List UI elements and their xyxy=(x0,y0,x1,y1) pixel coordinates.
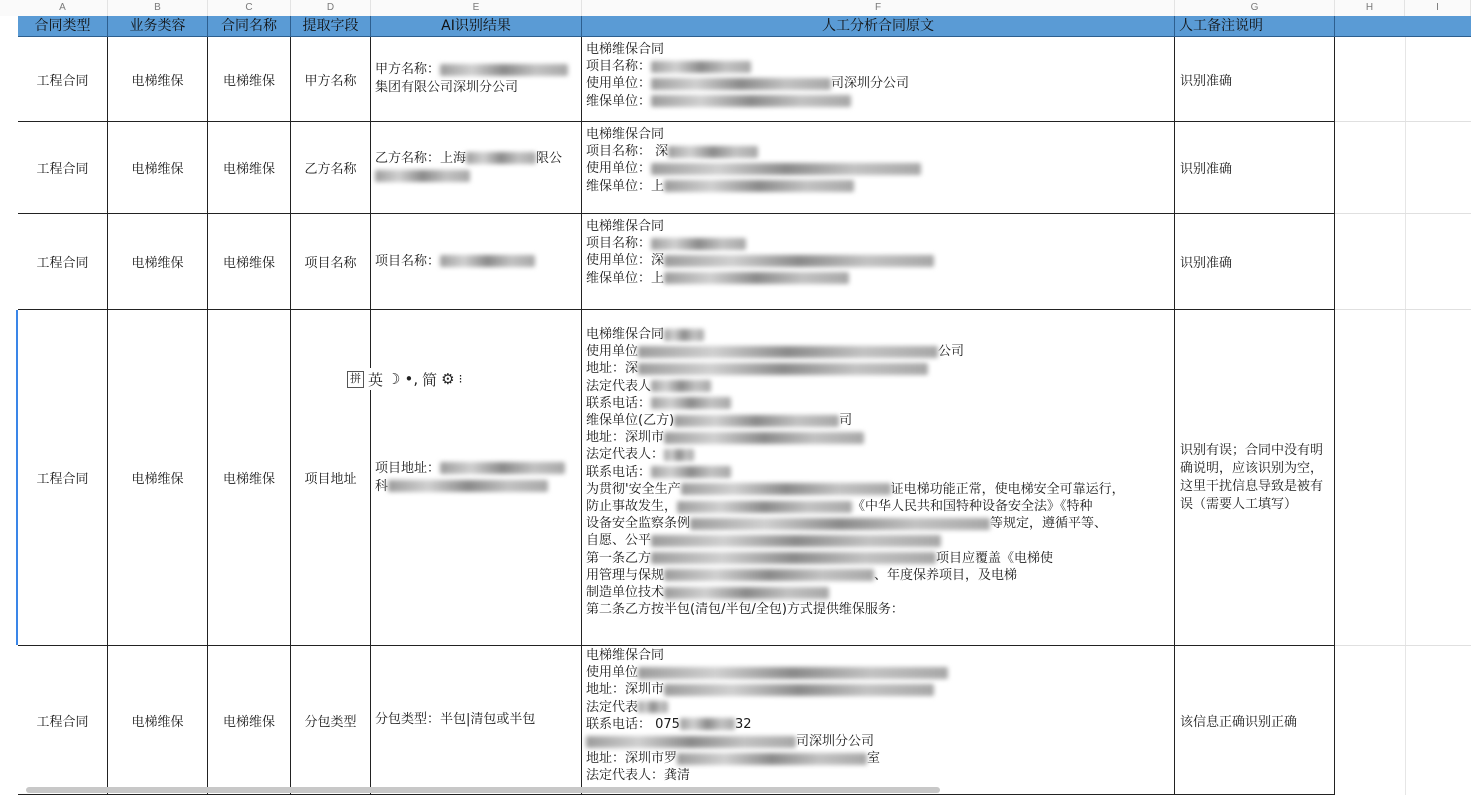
redacted-text xyxy=(690,518,990,530)
column-letter-h[interactable]: H xyxy=(1335,0,1405,16)
original-line: 地址：深 xyxy=(586,361,639,377)
original-line: 项目名称： 深 xyxy=(586,144,669,160)
cell-contract-name[interactable]: 电梯维保 xyxy=(208,214,291,310)
selected-row-indicator xyxy=(16,310,18,645)
cell-note[interactable]: 识别准确 xyxy=(1175,37,1335,122)
original-line: 维保单位(乙方) xyxy=(586,413,675,429)
cell-contract-name[interactable]: 电梯维保 xyxy=(208,122,291,214)
redacted-text xyxy=(651,397,731,409)
header-cell-original-text[interactable]: 人工分析合同原文 xyxy=(582,16,1175,37)
cell-contract-type[interactable]: 工程合同 xyxy=(18,214,108,310)
ai-result-text: 项目地址： xyxy=(375,460,441,476)
redacted-text xyxy=(664,255,934,267)
original-line: 电梯维保合同 xyxy=(586,648,665,663)
horizontal-scrollbar[interactable] xyxy=(26,787,940,793)
original-line: 自愿、公平 xyxy=(586,533,652,549)
header-cell-business[interactable]: 业务类容 xyxy=(108,16,208,37)
column-header-strip xyxy=(0,0,1471,16)
original-line: 使用单位：深 xyxy=(586,253,665,269)
cell-business[interactable]: 电梯维保 xyxy=(108,122,208,214)
ai-result-text: 项目名称： xyxy=(375,253,441,269)
redacted-text xyxy=(674,415,839,427)
redacted-text xyxy=(651,466,731,478)
cell-contract-type[interactable]: 工程合同 xyxy=(18,310,108,646)
column-letter-d[interactable]: D xyxy=(291,0,371,16)
cell-ai-result[interactable]: 分包类型：半包|清包或半包 xyxy=(371,646,582,795)
original-line: 法定代表人 xyxy=(586,378,652,394)
original-line: 电梯维保合同 xyxy=(586,327,665,342)
original-line: 地址：深圳市 xyxy=(586,430,665,446)
redacted-text xyxy=(651,535,941,547)
original-line: 电梯维保合同 xyxy=(586,42,665,57)
original-line: 维保单位：上 xyxy=(586,178,665,194)
redacted-text xyxy=(638,701,668,713)
redacted-text xyxy=(664,684,934,696)
redacted-text xyxy=(664,432,864,444)
cell-business[interactable]: 电梯维保 xyxy=(108,214,208,310)
original-line-tail: 、年度保养项目，及电梯 xyxy=(874,567,1018,583)
redacted-text xyxy=(466,152,536,164)
column-letter-c[interactable]: C xyxy=(208,0,291,16)
redacted-text xyxy=(664,329,704,341)
cell-note[interactable]: 该信息正确识别正确 xyxy=(1175,646,1335,795)
original-line-tail: 公司 xyxy=(938,344,965,360)
original-line: 制造单位技术 xyxy=(586,585,665,601)
redacted-text xyxy=(664,272,849,284)
original-line-tail: 室 xyxy=(867,751,881,767)
cell-original-text[interactable] xyxy=(582,122,1175,214)
grid-line xyxy=(1334,121,1471,122)
ai-result-text: 科 xyxy=(375,478,389,494)
original-line: 第一条乙方 xyxy=(586,550,652,566)
ai-result-text: 甲方名称： xyxy=(375,62,441,77)
ime-simplified-toggle[interactable]: 简 xyxy=(422,370,438,389)
cell-ai-result[interactable] xyxy=(371,37,582,122)
cell-contract-name[interactable]: 电梯维保 xyxy=(208,310,291,646)
redacted-text xyxy=(586,736,796,748)
column-letter-a[interactable]: A xyxy=(18,0,108,16)
original-line: 使用单位 xyxy=(586,665,639,681)
original-line-tail: 32 xyxy=(734,716,752,732)
original-line: 为贯彻'安全生产 xyxy=(586,481,681,497)
gear-icon[interactable]: ⚙ xyxy=(441,370,455,388)
cell-note[interactable]: 识别准确 xyxy=(1175,122,1335,214)
cell-original-text[interactable] xyxy=(582,214,1175,310)
grid-line xyxy=(1334,309,1471,310)
cell-ai-result[interactable] xyxy=(371,122,582,214)
cell-field[interactable]: 项目名称 xyxy=(291,214,371,310)
cell-original-text[interactable] xyxy=(582,646,1175,795)
original-line: 电梯维保合同 xyxy=(586,127,665,142)
original-line: 法定代表人：龚清 xyxy=(586,768,691,784)
column-letter-b[interactable]: B xyxy=(108,0,208,16)
ai-result-text: 限公 xyxy=(536,150,563,166)
original-line: 使用单位： xyxy=(586,161,652,177)
cell-ai-result[interactable] xyxy=(371,310,582,646)
original-line: 电梯维保合同 xyxy=(586,219,665,234)
ime-toolbar[interactable] xyxy=(343,368,466,390)
original-line: 法定代表 xyxy=(586,699,639,715)
cell-contract-type[interactable]: 工程合同 xyxy=(18,37,108,122)
column-letter-g[interactable]: G xyxy=(1175,0,1335,16)
redacted-text xyxy=(681,483,891,495)
cell-business[interactable]: 电梯维保 xyxy=(108,646,208,795)
cell-original-text[interactable] xyxy=(582,37,1175,122)
redacted-text xyxy=(651,78,831,90)
redacted-text xyxy=(440,462,565,474)
cell-ai-result[interactable] xyxy=(371,214,582,310)
redacted-text xyxy=(677,753,867,765)
original-line: 项目名称： xyxy=(586,59,652,75)
original-line-tail: 项目应覆盖《电梯使 xyxy=(936,550,1054,566)
column-letter-i[interactable]: I xyxy=(1405,0,1471,16)
cell-field[interactable]: 乙方名称 xyxy=(291,122,371,214)
redacted-text xyxy=(388,480,548,492)
redacted-text xyxy=(651,552,936,564)
redacted-text xyxy=(664,449,694,461)
cell-field[interactable]: 项目地址 xyxy=(291,310,371,646)
redacted-text xyxy=(375,170,470,182)
cell-business[interactable]: 电梯维保 xyxy=(108,37,208,122)
original-line: 地址：深圳市罗 xyxy=(586,751,678,767)
column-letter-f[interactable]: F xyxy=(582,0,1175,16)
original-line: 维保单位： xyxy=(586,93,652,109)
column-letter-e[interactable]: E xyxy=(371,0,582,16)
redacted-text xyxy=(651,163,921,175)
redacted-text xyxy=(638,363,928,375)
grid-line xyxy=(1334,213,1471,214)
header-cell-ai-result[interactable]: AI识别结果 xyxy=(371,16,582,37)
moon-icon[interactable]: ☽ xyxy=(387,370,401,388)
grid-line xyxy=(1405,16,1406,795)
header-cell-contract-type[interactable]: 合同类型 xyxy=(18,16,108,37)
header-cell-note[interactable]: 人工备注说明 xyxy=(1175,16,1335,37)
original-line-tail: 司深圳分公司 xyxy=(831,76,910,92)
redacted-text xyxy=(664,569,874,581)
original-line: 设备安全监察条例 xyxy=(586,516,691,532)
cell-contract-type[interactable]: 工程合同 xyxy=(18,646,108,795)
redacted-text xyxy=(651,238,746,250)
original-line: 地址：深圳市 xyxy=(586,682,665,698)
original-line-tail: 《中华人民共和国特种设备安全法》《特种 xyxy=(852,499,1093,515)
original-line: 第二条乙方按半包(清包/半包/全包)方式提供维保服务： xyxy=(586,602,904,618)
redacted-text xyxy=(651,61,751,73)
redacted-text xyxy=(638,667,948,679)
redacted-text xyxy=(651,380,711,392)
header-cell-contract-name[interactable]: 合同名称 xyxy=(208,16,291,37)
original-line: 使用单位 xyxy=(586,344,639,360)
redacted-text xyxy=(638,346,938,358)
punctuation-icon[interactable]: •, xyxy=(404,370,419,388)
original-line: 法定代表人： xyxy=(586,447,665,463)
original-line-tail: 证电梯功能正常，使电梯安全可靠运行， xyxy=(890,481,1125,497)
more-icon[interactable]: ⁝ xyxy=(458,372,463,386)
redacted-text xyxy=(664,180,854,192)
cell-original-text[interactable] xyxy=(582,310,1175,646)
original-line: 用管理与保规 xyxy=(586,567,665,583)
original-line: 维保单位：上 xyxy=(586,270,665,286)
ai-result-text: 乙方名称：上海 xyxy=(375,150,467,166)
ime-grid-icon[interactable]: 拼 xyxy=(347,371,364,388)
cell-business[interactable]: 电梯维保 xyxy=(108,310,208,646)
cell-contract-type[interactable]: 工程合同 xyxy=(18,122,108,214)
ai-result-text: 集团有限公司深圳分公司 xyxy=(375,80,519,95)
original-line: 联系电话： xyxy=(586,464,652,480)
original-line: 联系电话： 075 xyxy=(586,716,680,732)
redacted-text xyxy=(651,95,851,107)
header-fill xyxy=(1335,16,1471,37)
redacted-text xyxy=(440,255,535,267)
redacted-text xyxy=(664,587,829,599)
original-line: 防止事故发生， xyxy=(586,499,678,515)
original-line: 联系电话： xyxy=(586,395,652,411)
redacted-text xyxy=(680,718,735,730)
original-line-tail: 等规定，遵循平等、 xyxy=(990,516,1108,532)
cell-contract-name[interactable]: 电梯维保 xyxy=(208,646,291,795)
original-line: 项目名称： xyxy=(586,236,652,252)
cell-field[interactable]: 分包类型 xyxy=(291,646,371,795)
redacted-text xyxy=(440,64,568,76)
header-cell-field[interactable]: 提取字段 xyxy=(291,16,371,37)
grid-line xyxy=(1334,645,1471,646)
cell-note[interactable]: 识别准确 xyxy=(1175,214,1335,310)
cell-contract-name[interactable]: 电梯维保 xyxy=(208,37,291,122)
original-line: 使用单位： xyxy=(586,76,652,92)
redacted-text xyxy=(668,146,758,158)
original-line-tail: 司深圳分公司 xyxy=(796,734,875,750)
original-line-tail: 司 xyxy=(839,413,853,429)
redacted-text xyxy=(677,501,852,513)
cell-note[interactable]: 识别有误；合同中没有明确说明，应该识别为空，这里干扰信息导致是被有误（需要人工填写） xyxy=(1175,310,1335,646)
cell-field[interactable]: 甲方名称 xyxy=(291,37,371,122)
ime-language-toggle[interactable]: 英 xyxy=(368,370,384,389)
